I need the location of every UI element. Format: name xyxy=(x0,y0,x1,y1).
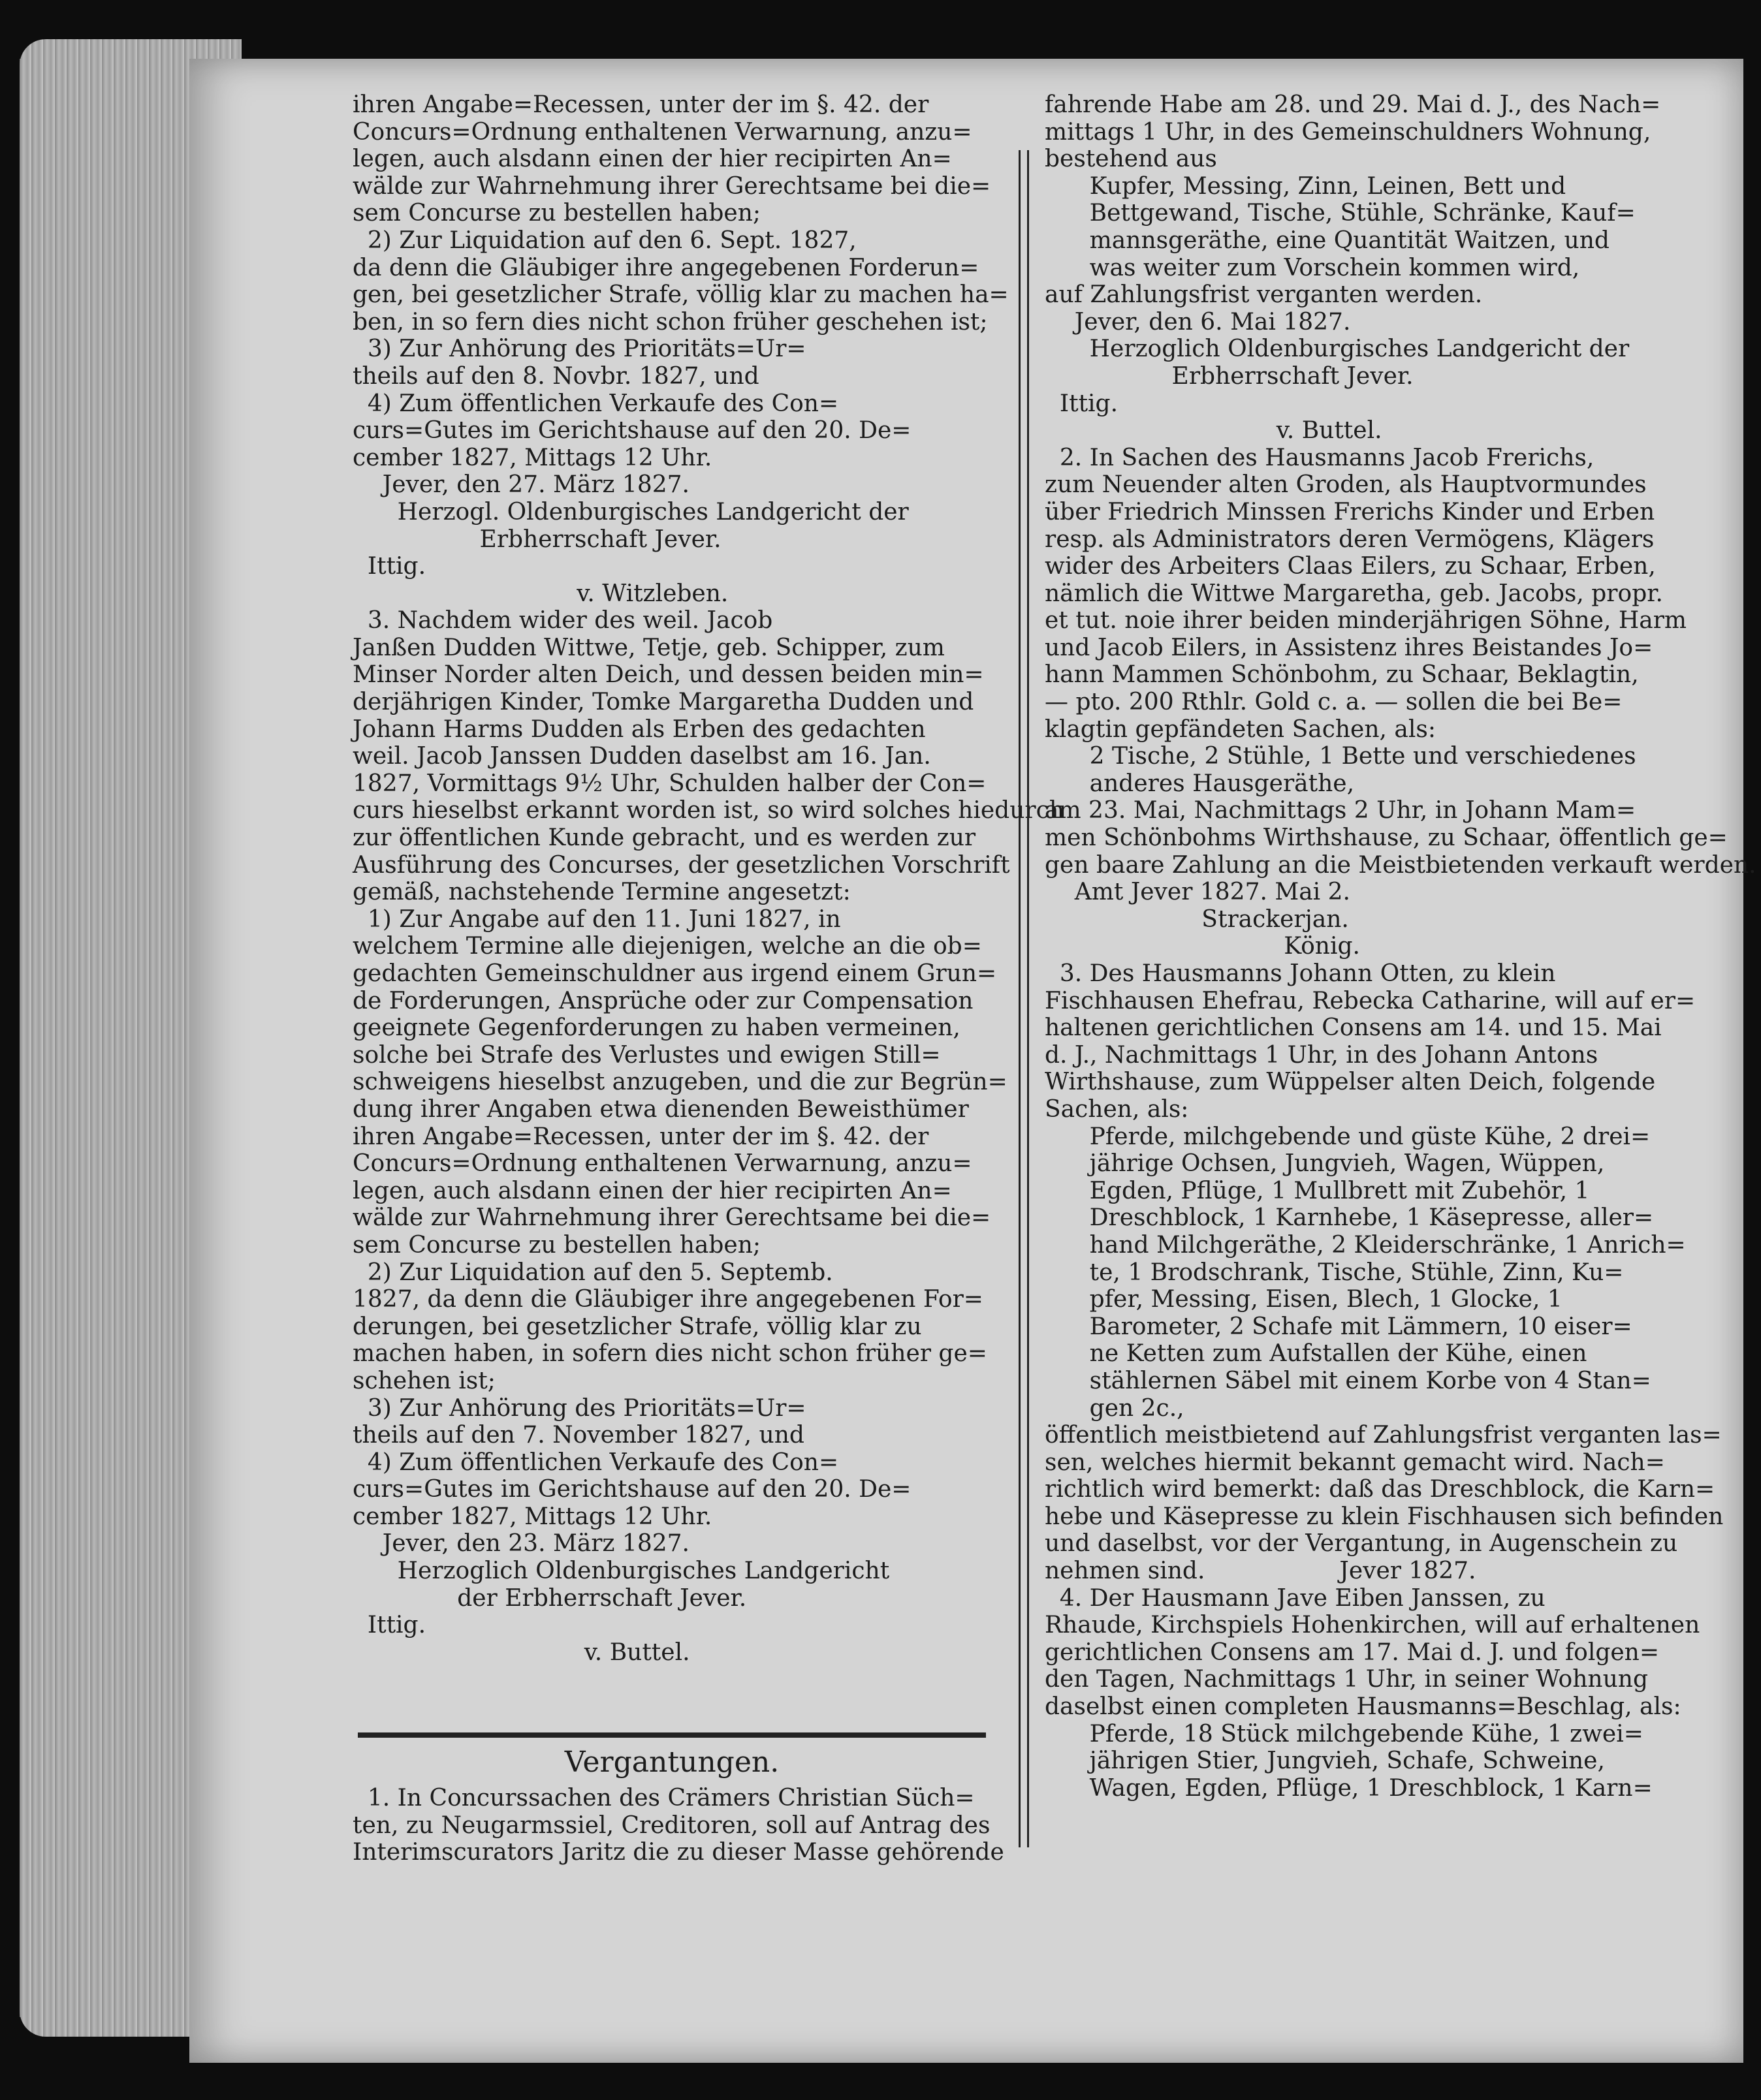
text-line: 4) Zum öffentlichen Verkaufe des Con= xyxy=(353,390,839,417)
text-line: schehen ist; xyxy=(353,1367,496,1394)
text-line: theils auf den 8. Novbr. 1827, und xyxy=(353,362,759,390)
text-line: fahrende Habe am 28. und 29. Mai d. J., des Nach= xyxy=(1045,91,1661,118)
text-line: haltenen gerichtlichen Consens am 14. und 15. Mai xyxy=(1045,1014,1662,1042)
text-line: Pferde, 18 Stück milchgebende Kühe, 1 zwei= xyxy=(1045,1720,1643,1747)
text-line: richtlich wird bemerkt: daß das Dreschblock, die Karn= xyxy=(1045,1476,1715,1503)
text-line: anderes Hausgeräthe, xyxy=(1045,770,1355,797)
text-line: 2) Zur Liquidation auf den 5. Septemb. xyxy=(353,1259,833,1286)
text-line: Concurs=Ordnung enthaltenen Verwarnung, anzu= xyxy=(353,118,972,146)
text-line: 1. In Concurssachen des Crämers Christian Süch= xyxy=(353,1785,975,1811)
text-line: zum Neuender alten Groden, als Hauptvormundes xyxy=(1045,471,1647,499)
text-line: ten, zu Neugarmssiel, Creditoren, soll auf Antrag des xyxy=(353,1811,991,1839)
text-line: der Erbherrschaft Jever. xyxy=(353,1584,747,1612)
text-line: 3) Zur Anhörung des Prioritäts=Ur= xyxy=(353,336,806,363)
text-line: derjährigen Kinder, Tomke Margaretha Dudden und xyxy=(353,689,974,716)
text-line: daselbst einen completen Hausmanns=Beschlag, als: xyxy=(1045,1693,1681,1721)
text-line: Ausführung des Concurses, der gesetzlichen Vorschrift xyxy=(353,851,1010,879)
text-line: mittags 1 Uhr, in des Gemeinschuldners Wohnung, xyxy=(1045,118,1651,146)
text-line: curs=Gutes im Gerichtshause auf den 20. De= xyxy=(353,417,912,445)
text-line: gen, bei gesetzlicher Strafe, völlig klar zu machen ha= xyxy=(353,281,1009,309)
text-line: pfer, Messing, Eisen, Blech, 1 Glocke, 1 xyxy=(1045,1286,1563,1313)
text-line: 4. Der Hausmann Jave Eiben Janssen, zu xyxy=(1045,1584,1546,1612)
text-line: stählernen Säbel mit einem Korbe von 4 Stan= xyxy=(1045,1367,1651,1394)
section-rule xyxy=(358,1732,986,1738)
text-line: 2 Tische, 2 Stühle, 1 Bette und verschiedenes xyxy=(1045,743,1636,770)
text-line: Amt Jever 1827. Mai 2. xyxy=(1045,879,1350,906)
text-line: v. Witzleben. xyxy=(353,580,729,607)
text-line: Jever, den 6. Mai 1827. xyxy=(1045,308,1351,336)
text-line: gerichtlichen Consens am 17. Mai d. J. und folgen= xyxy=(1045,1638,1660,1666)
text-line: Bettgewand, Tische, Stühle, Schränke, Kauf= xyxy=(1045,200,1636,227)
text-line: v. Buttel. xyxy=(353,1638,690,1666)
text-line: theils auf den 7. November 1827, und xyxy=(353,1422,804,1449)
text-line: Herzoglich Oldenburgisches Landgericht der xyxy=(1045,336,1630,363)
text-line: Egden, Pflüge, 1 Mullbrett mit Zubehör, 1 xyxy=(1045,1177,1590,1204)
text-line: 4) Zum öffentlichen Verkaufe des Con= xyxy=(353,1449,839,1476)
text-line: nehmen sind. Jever 1827. xyxy=(1045,1558,1476,1585)
text-line: legen, auch alsdann einen der hier recipirten An= xyxy=(353,146,952,173)
text-line: derungen, bei gesetzlicher Strafe, völlig klar zu xyxy=(353,1313,922,1340)
text-line: — pto. 200 Rthlr. Gold c. a. — sollen die bei Be= xyxy=(1045,689,1623,716)
text-line: gen 2c., xyxy=(1045,1394,1184,1422)
text-line: nämlich die Wittwe Margaretha, geb. Jacobs, propr. xyxy=(1045,580,1663,607)
text-line: resp. als Administrators deren Vermögens, Klägers xyxy=(1045,525,1655,553)
text-line: Minser Norder alten Deich, und dessen beiden min= xyxy=(353,661,984,689)
text-line: Wirthshause, zum Wüppelser alten Deich, folgende xyxy=(1045,1069,1656,1096)
text-line: auf Zahlungsfrist verganten werden. xyxy=(1045,281,1483,309)
text-line: Johann Harms Dudden als Erben des gedachten xyxy=(353,715,926,743)
text-line: wider des Arbeiters Claas Eilers, zu Schaar, Erben, xyxy=(1045,553,1656,580)
text-line: curs hieselbst erkannt worden ist, so wird solches hiedurch xyxy=(353,797,1064,824)
text-line: da denn die Gläubiger ihre angegebenen Forderun= xyxy=(353,254,979,281)
text-line: mannsgeräthe, eine Quantität Waitzen, und xyxy=(1045,227,1610,254)
text-line: machen haben, in sofern dies nicht schon früher ge= xyxy=(353,1340,987,1368)
text-line: 1827, Vormittags 9½ Uhr, Schulden halber der Con= xyxy=(353,770,987,797)
text-line: ne Ketten zum Aufstallen der Kühe, einen xyxy=(1045,1340,1587,1368)
text-line: und Jacob Eilers, in Assistenz ihres Beistandes Jo= xyxy=(1045,634,1653,661)
text-line: gen baare Zahlung an die Meistbietenden verkauft werden. xyxy=(1045,851,1756,879)
text-line: Kupfer, Messing, Zinn, Leinen, Bett und xyxy=(1045,172,1566,200)
text-line: hand Milchgeräthe, 2 Kleiderschränke, 1 Anrich= xyxy=(1045,1231,1686,1259)
text-line: 2) Zur Liquidation auf den 6. Sept. 1827, xyxy=(353,227,857,254)
text-line: schweigens hieselbst anzugeben, und die zur Begrün= xyxy=(353,1069,1007,1096)
text-line: jährige Ochsen, Jungvieh, Wagen, Wüppen, xyxy=(1045,1150,1605,1178)
text-line: Sachen, als: xyxy=(1045,1095,1189,1123)
text-line: Concurs=Ordnung enthaltenen Verwarnung, anzu= xyxy=(353,1150,972,1178)
text-line: de Forderungen, Ansprüche oder zur Compensation xyxy=(353,987,974,1014)
text-line: 3) Zur Anhörung des Prioritäts=Ur= xyxy=(353,1394,806,1422)
text-line: cember 1827, Mittags 12 Uhr. xyxy=(353,1503,712,1530)
section-heading: Vergantungen. xyxy=(564,1746,780,1779)
text-line: ihren Angabe=Recessen, unter der im §. 42. der xyxy=(353,1123,929,1150)
text-line: ben, in so fern dies nicht schon früher geschehen ist; xyxy=(353,308,988,336)
text-line: weil. Jacob Janssen Dudden daselbst am 16. Jan. xyxy=(353,743,931,770)
text-line: Jever, den 23. März 1827. xyxy=(353,1530,690,1558)
text-line: te, 1 Brodschrank, Tische, Stühle, Zinn, Ku= xyxy=(1045,1259,1624,1286)
left-column xyxy=(353,91,1064,1666)
text-line: sem Concurse zu bestellen haben; xyxy=(353,1231,761,1259)
text-line: am 23. Mai, Nachmittags 2 Uhr, in Johann Mam= xyxy=(1045,797,1636,824)
text-line: Dreschblock, 1 Karnhebe, 1 Käsepresse, aller= xyxy=(1045,1204,1654,1232)
text-line: Janßen Dudden Wittwe, Tetje, geb. Schipper, zum xyxy=(353,634,945,661)
text-line: et tut. noie ihrer beiden minderjährigen Söhne, Harm xyxy=(1045,607,1687,635)
text-line: und daselbst, vor der Vergantung, in Augenschein zu xyxy=(1045,1530,1678,1558)
text-line: 1827, da denn die Gläubiger ihre angegebenen For= xyxy=(353,1286,983,1313)
right-column xyxy=(1045,91,1756,1802)
text-line: Herzogl. Oldenburgisches Landgericht der xyxy=(353,498,909,525)
text-line: König. xyxy=(1045,933,1360,960)
text-line: d. J., Nachmittags 1 Uhr, in des Johann Antons xyxy=(1045,1041,1598,1069)
text-line: zur öffentlichen Kunde gebracht, und es werden zur xyxy=(353,824,976,852)
text-line: sem Concurse zu bestellen haben; xyxy=(353,200,761,227)
column-divider xyxy=(1019,150,1029,1847)
text-line: cember 1827, Mittags 12 Uhr. xyxy=(353,444,712,471)
text-line: Herzoglich Oldenburgisches Landgericht xyxy=(353,1558,890,1585)
text-line: wälde zur Wahrnehmung ihrer Gerechtsame bei die= xyxy=(353,1204,991,1232)
text-line: 3. Des Hausmanns Johann Otten, zu klein xyxy=(1045,960,1556,987)
text-line: 2. In Sachen des Hausmanns Jacob Frerichs, xyxy=(1045,444,1594,471)
text-line: hebe und Käsepresse zu klein Fischhausen sich befinden xyxy=(1045,1503,1724,1530)
text-line: Strackerjan. xyxy=(1045,905,1349,933)
text-line: ihren Angabe=Recessen, unter der im §. 42. der xyxy=(353,91,929,118)
text-line: 1) Zur Angabe auf den 11. Juni 1827, in xyxy=(353,905,841,933)
text-line: jährigen Stier, Jungvieh, Schafe, Schweine, xyxy=(1045,1747,1605,1775)
text-line: Erbherrschaft Jever. xyxy=(353,525,722,553)
text-line: klagtin gepfändeten Sachen, als: xyxy=(1045,715,1436,743)
text-line: legen, auch alsdann einen der hier recipirten An= xyxy=(353,1177,952,1204)
text-line: Erbherrschaft Jever. xyxy=(1045,362,1414,390)
text-line: öffentlich meistbietend auf Zahlungsfrist verganten las= xyxy=(1045,1422,1722,1449)
text-line: men Schönbohms Wirthshause, zu Schaar, öffentlich ge= xyxy=(1045,824,1728,852)
text-line: Pferde, milchgebende und güste Kühe, 2 drei= xyxy=(1045,1123,1651,1150)
text-line: Wagen, Egden, Pflüge, 1 Dreschblock, 1 Karn= xyxy=(1045,1774,1653,1802)
text-line: sen, welches hiermit bekannt gemacht wird. Nach= xyxy=(1045,1449,1665,1476)
text-line: gemäß, nachstehende Termine angesetzt: xyxy=(353,879,851,906)
text-line: Fischhausen Ehefrau, Rebecka Catharine, will auf er= xyxy=(1045,987,1696,1014)
text-line: Interimscurators Jaritz die zu dieser Masse gehörende xyxy=(353,1839,1004,1866)
text-line: was weiter zum Vorschein kommen wird, xyxy=(1045,254,1580,281)
text-line: wälde zur Wahrnehmung ihrer Gerechtsame bei die= xyxy=(353,172,991,200)
text-line: curs=Gutes im Gerichtshause auf den 20. De= xyxy=(353,1476,912,1503)
text-line: Jever, den 27. März 1827. xyxy=(353,471,690,499)
text-line: Ittig. xyxy=(1045,390,1118,417)
left-column-continued xyxy=(353,1785,1004,1866)
text-line: Barometer, 2 Schafe mit Lämmern, 10 eiser= xyxy=(1045,1313,1632,1340)
text-line: bestehend aus xyxy=(1045,146,1217,173)
text-line: über Friedrich Minssen Frerichs Kinder und Erben xyxy=(1045,498,1655,525)
text-line: hann Mammen Schönbohm, zu Schaar, Beklagtin, xyxy=(1045,661,1639,689)
text-line: v. Buttel. xyxy=(1045,417,1382,445)
text-line: Ittig. xyxy=(353,1612,426,1639)
text-line: geeignete Gegenforderungen zu haben vermeinen, xyxy=(353,1014,960,1042)
text-line: Rhaude, Kirchspiels Hohenkirchen, will auf erhaltenen xyxy=(1045,1612,1700,1639)
text-line: Ittig. xyxy=(353,553,426,580)
text-line: 3. Nachdem wider des weil. Jacob xyxy=(353,607,773,635)
text-line: gedachten Gemeinschuldner aus irgend einem Grun= xyxy=(353,960,997,987)
text-line: dung ihrer Angaben etwa dienenden Beweisthümer xyxy=(353,1095,969,1123)
text-line: solche bei Strafe des Verlustes und ewigen Still= xyxy=(353,1041,941,1069)
text-line: welchem Termine alle diejenigen, welche an die ob= xyxy=(353,933,982,960)
text-line: den Tagen, Nachmittags 1 Uhr, in seiner Wohnung xyxy=(1045,1666,1649,1693)
